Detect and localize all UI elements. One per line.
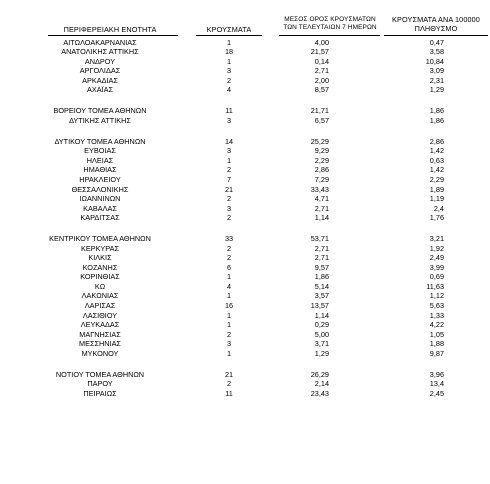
per-100000-cell: 1,89 bbox=[429, 184, 444, 194]
avg-7day-cell: 2,71 bbox=[314, 203, 329, 213]
table-row bbox=[0, 66, 490, 76]
region-name-cell: ΠΑΡΟΥ bbox=[87, 379, 113, 389]
table-row bbox=[0, 272, 490, 282]
header-avg-underline bbox=[279, 35, 380, 36]
region-name-cell: ΠΕΙΡΑΙΩΣ bbox=[83, 388, 117, 398]
region-name-cell: ΚΟΖΑΝΗΣ bbox=[82, 262, 118, 272]
cases-cell: 3 bbox=[226, 115, 232, 125]
cases-cell: 6 bbox=[226, 262, 232, 272]
avg-7day-cell: 5,00 bbox=[314, 329, 329, 339]
avg-7day-cell: 5,14 bbox=[314, 281, 329, 291]
table-row bbox=[0, 253, 490, 263]
cases-cell: 2 bbox=[226, 243, 232, 253]
table-row bbox=[0, 165, 490, 175]
header-region: ΠΕΡΙΦΕΡΕΙΑΚΗ ΕΝΟΤΗΤΑ bbox=[63, 25, 157, 34]
avg-7day-cell: 4,00 bbox=[314, 37, 329, 47]
table-row bbox=[0, 234, 490, 244]
table-row bbox=[0, 38, 490, 48]
avg-7day-cell: 2,14 bbox=[314, 379, 329, 389]
cases-cell: 1 bbox=[226, 155, 232, 165]
per-100000-cell: 1,86 bbox=[429, 106, 444, 116]
per-100000-cell: 2,49 bbox=[429, 253, 444, 263]
per-100000-cell: 1,33 bbox=[429, 310, 444, 320]
table-row bbox=[0, 57, 490, 67]
table-row bbox=[0, 175, 490, 185]
cases-cell: 2 bbox=[226, 213, 232, 223]
cases-cell: 7 bbox=[226, 174, 232, 184]
cases-cell: 1 bbox=[226, 272, 232, 282]
cases-cell: 1 bbox=[226, 320, 232, 329]
region-name-cell: ΑΝΔΡΟΥ bbox=[84, 56, 116, 66]
cases-cell: 1 bbox=[226, 348, 232, 358]
cases-cell: 21 bbox=[224, 369, 234, 379]
per-100000-cell: 1,86 bbox=[429, 115, 444, 125]
table-row bbox=[0, 106, 490, 116]
cases-cell: 16 bbox=[224, 300, 234, 310]
per-100000-cell: 2,29 bbox=[429, 174, 444, 184]
table-row bbox=[0, 330, 490, 340]
region-name-cell: ΑΡΚΑΔΙΑΣ bbox=[82, 75, 118, 85]
region-name-cell: ΔΥΤΙΚΟΥ ΤΟΜΕΑ ΑΘΗΝΩΝ bbox=[54, 136, 146, 146]
table-row bbox=[0, 244, 490, 254]
avg-7day-cell: 21,71 bbox=[310, 106, 329, 116]
cases-cell: 11 bbox=[225, 106, 233, 116]
avg-7day-cell: 53,71 bbox=[310, 234, 329, 244]
per-100000-cell: 1,42 bbox=[429, 146, 444, 156]
region-name-cell: ΚΕΡΚΥΡΑΣ bbox=[80, 243, 120, 253]
region-name-cell: ΕΥΒΟΙΑΣ bbox=[84, 146, 116, 156]
cases-cell: 1 bbox=[226, 291, 232, 301]
region-name-cell: ΛΑΣΙΘΙΟΥ bbox=[82, 310, 118, 320]
per-100000-cell: 3,99 bbox=[429, 262, 444, 272]
region-name-cell: ΝΟΤΙΟΥ ΤΟΜΕΑ ΑΘΗΝΩΝ bbox=[55, 369, 145, 379]
region-name-cell: ΘΕΣΣΑΛΟΝΙΚΗΣ bbox=[71, 184, 129, 194]
avg-7day-cell: 0,14 bbox=[314, 56, 329, 66]
region-name-cell: ΚΑΒΑΛΑΣ bbox=[83, 203, 117, 213]
per-100000-cell: 5,63 bbox=[429, 300, 444, 310]
table-row bbox=[0, 282, 490, 292]
per-100000-cell: 1,05 bbox=[429, 329, 444, 339]
cases-cell: 2 bbox=[226, 379, 232, 389]
region-name-cell: ΜΥΚΟΝΟΥ bbox=[81, 348, 119, 358]
avg-7day-cell: 3,57 bbox=[314, 291, 329, 301]
cases-cell: 2 bbox=[226, 75, 232, 85]
table-row bbox=[0, 213, 490, 223]
cases-cell: 1 bbox=[226, 56, 232, 66]
table-row bbox=[0, 311, 490, 321]
per-100000-cell: 9,87 bbox=[429, 348, 444, 358]
region-name-cell: ΑΙΤΩΛΟΑΚΑΡΝΑΝΙΑΣ bbox=[63, 37, 137, 47]
region-name-cell: ΚΩ bbox=[94, 281, 106, 291]
region-name-cell: ΑΝΑΤΟΛΙΚΗΣ ΑΤΤΙΚΗΣ bbox=[61, 47, 139, 56]
region-name-cell: ΛΕΥΚΑΔΑΣ bbox=[80, 320, 120, 329]
avg-7day-cell: 25,29 bbox=[310, 136, 329, 146]
avg-7day-cell: 1,86 bbox=[314, 272, 329, 282]
cases-cell: 4 bbox=[226, 85, 232, 95]
avg-7day-cell: 23,43 bbox=[310, 388, 329, 398]
region-name-cell: ΚΙΛΚΙΣ bbox=[88, 253, 112, 263]
table-row bbox=[0, 370, 490, 380]
cases-cell: 33 bbox=[224, 234, 234, 244]
table-row bbox=[0, 76, 490, 86]
table-row bbox=[0, 146, 490, 156]
per-100000-cell: 1,19 bbox=[429, 194, 444, 203]
avg-7day-cell: 33,43 bbox=[310, 184, 329, 194]
region-name-cell: ΛΑΡΙΣΑΣ bbox=[84, 300, 116, 310]
table-row bbox=[0, 320, 490, 330]
cases-cell: 3 bbox=[226, 146, 232, 156]
avg-7day-cell: 21,57 bbox=[310, 47, 329, 56]
region-name-cell: ΒΟΡΕΙΟΥ ΤΟΜΕΑ ΑΘΗΝΩΝ bbox=[53, 106, 147, 116]
table-row bbox=[0, 116, 490, 126]
table-row bbox=[0, 156, 490, 166]
avg-7day-cell: 2,71 bbox=[314, 66, 329, 76]
avg-7day-cell: 2,29 bbox=[314, 155, 329, 165]
cases-cell: 1 bbox=[226, 310, 232, 320]
avg-7day-cell: 4,71 bbox=[314, 194, 329, 203]
avg-7day-cell: 0,29 bbox=[314, 320, 329, 329]
region-name-cell: ΔΥΤΙΚΗΣ ΑΤΤΙΚΗΣ bbox=[69, 115, 131, 125]
region-name-cell: ΗΛΕΙΑΣ bbox=[86, 155, 114, 165]
per-100000-cell: 1,76 bbox=[429, 213, 444, 223]
cases-cell: 2 bbox=[226, 194, 232, 203]
avg-7day-cell: 13,57 bbox=[310, 300, 329, 310]
cases-cell: 3 bbox=[226, 339, 232, 349]
per-100000-cell: 13,4 bbox=[429, 379, 444, 389]
table-row bbox=[0, 379, 490, 389]
cases-cell: 2 bbox=[226, 165, 232, 175]
avg-7day-cell: 2,71 bbox=[314, 243, 329, 253]
avg-7day-cell: 8,57 bbox=[314, 85, 329, 95]
avg-7day-cell: 9,29 bbox=[314, 146, 329, 156]
table-row bbox=[0, 349, 490, 359]
cases-cell: 21 bbox=[224, 184, 234, 194]
avg-7day-cell: 1,29 bbox=[314, 348, 329, 358]
table-row bbox=[0, 137, 490, 147]
table-row bbox=[0, 301, 490, 311]
region-name-cell: ΑΧΑΪΑΣ bbox=[86, 85, 113, 95]
table-row bbox=[0, 389, 490, 399]
per-100000-cell: 10,84 bbox=[425, 56, 444, 66]
table-row bbox=[0, 194, 490, 204]
table-row bbox=[0, 291, 490, 301]
cases-cell: 2 bbox=[226, 253, 232, 263]
per-100000-cell: 1,88 bbox=[429, 339, 444, 349]
per-100000-cell: 3,96 bbox=[429, 369, 444, 379]
per-100000-cell: 3,58 bbox=[429, 47, 444, 56]
avg-7day-cell: 6,57 bbox=[314, 115, 329, 125]
per-100000-cell: 11,63 bbox=[426, 281, 444, 291]
header-per-line2: ΠΛΗΘΥΣΜΟ bbox=[414, 24, 458, 33]
region-name-cell: ΜΑΓΝΗΣΙΑΣ bbox=[79, 329, 121, 339]
avg-7day-cell: 9,57 bbox=[314, 262, 329, 272]
header-region-underline bbox=[48, 35, 178, 36]
header-cases-underline bbox=[196, 35, 262, 36]
per-100000-cell: 1,42 bbox=[429, 165, 444, 175]
table-row bbox=[0, 204, 490, 214]
per-100000-cell: 1,12 bbox=[429, 291, 444, 301]
region-name-cell: ΗΜΑΘΙΑΣ bbox=[83, 165, 117, 175]
per-100000-cell: 0,47 bbox=[429, 37, 444, 47]
per-100000-cell: 0,63 bbox=[429, 155, 444, 165]
cases-cell: 4 bbox=[226, 281, 232, 291]
cases-cell: 14 bbox=[224, 136, 234, 146]
table-row bbox=[0, 85, 490, 95]
region-name-cell: ΑΡΓΟΛΙΔΑΣ bbox=[79, 66, 121, 76]
cases-cell: 11 bbox=[225, 388, 233, 398]
header-avg bbox=[276, 16, 384, 32]
region-name-cell: ΜΕΣΣΗΝΙΑΣ bbox=[79, 339, 121, 349]
per-100000-cell: 2,86 bbox=[429, 136, 444, 146]
avg-7day-cell: 1,14 bbox=[314, 213, 329, 223]
table-row bbox=[0, 339, 490, 349]
per-100000-cell: 2,31 bbox=[429, 75, 444, 85]
region-name-cell: ΗΡΑΚΛΕΙΟΥ bbox=[79, 174, 121, 184]
region-name-cell: ΚΕΝΤΡΙΚΟΥ ΤΟΜΕΑ ΑΘΗΝΩΝ bbox=[49, 234, 151, 244]
header-avg-line2: ΤΩΝ ΤΕΛΕΥΤΑΙΩΝ 7 ΗΜΕΡΩΝ bbox=[283, 24, 377, 31]
per-100000-cell: 4,22 bbox=[429, 320, 444, 329]
header-cases: ΚΡΟΥΣΜΑΤΑ bbox=[206, 25, 252, 34]
region-name-cell: ΚΑΡΔΙΤΣΑΣ bbox=[80, 213, 120, 223]
per-100000-cell: 2,45 bbox=[429, 388, 444, 398]
avg-7day-cell: 1,14 bbox=[314, 310, 329, 320]
cases-cell: 1 bbox=[226, 37, 232, 47]
cases-cell: 3 bbox=[226, 66, 232, 76]
per-100000-cell: 2,4 bbox=[433, 203, 444, 213]
cases-cell: 3 bbox=[226, 203, 232, 213]
header-per-underline bbox=[384, 35, 488, 36]
avg-7day-cell: 7,29 bbox=[314, 174, 329, 184]
avg-7day-cell: 2,00 bbox=[314, 75, 329, 85]
table-row bbox=[0, 47, 490, 57]
region-name-cell: ΙΩΑΝΝΙΝΩΝ bbox=[79, 194, 121, 203]
avg-7day-cell: 2,86 bbox=[314, 165, 329, 175]
per-100000-cell: 1,92 bbox=[429, 243, 444, 253]
header-per-line1: ΚΡΟΥΣΜΑΤΑ ΑΝΑ 100000 bbox=[392, 15, 480, 24]
avg-7day-cell: 2,71 bbox=[314, 253, 329, 263]
per-100000-cell: 1,29 bbox=[429, 85, 444, 95]
table-row bbox=[0, 263, 490, 273]
table-row bbox=[0, 185, 490, 195]
region-name-cell: ΛΑΚΩΝΙΑΣ bbox=[81, 291, 119, 301]
cases-cell: 2 bbox=[226, 329, 232, 339]
header-per-100000 bbox=[382, 15, 490, 33]
per-100000-cell: 3,09 bbox=[429, 66, 444, 76]
header-avg-line1: ΜΕΣΟΣ ΟΡΟΣ ΚΡΟΥΣΜΑΤΩΝ bbox=[284, 16, 376, 23]
region-name-cell: ΚΟΡΙΝΘΙΑΣ bbox=[80, 272, 120, 282]
per-100000-cell: 3,21 bbox=[429, 234, 444, 244]
avg-7day-cell: 3,71 bbox=[314, 339, 329, 349]
per-100000-cell: 0,69 bbox=[429, 272, 444, 282]
avg-7day-cell: 26,29 bbox=[310, 369, 329, 379]
cases-cell: 18 bbox=[224, 47, 234, 56]
